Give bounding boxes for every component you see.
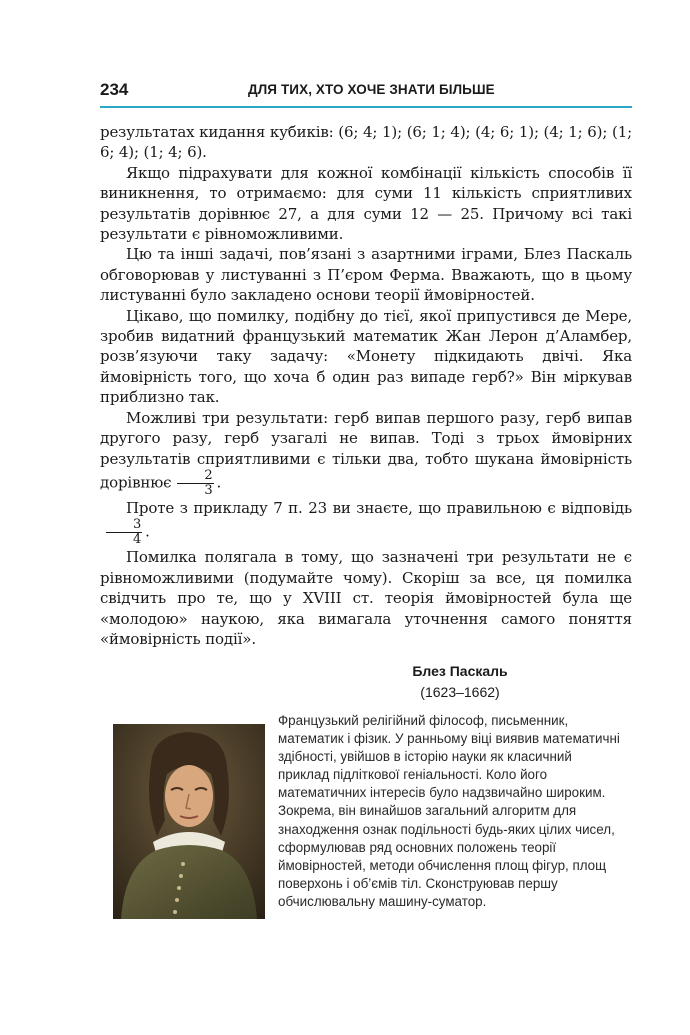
- running-title: ДЛЯ ТИХ, ХТО ХОЧЕ ЗНАТИ БІЛЬШЕ: [248, 82, 495, 97]
- paragraph-7: Помилка полягала в тому, що зазначені три результати не є рівноможливими (подумайте чому). Скоріш за все, ця помилка свідчить про те, що у XVIII ст. теорія ймовірностей була ще «молодою» наукою, яка вимагала уточнення самого поняття «ймовірність події».: [100, 548, 632, 648]
- fraction-three-quarters: [106, 518, 142, 547]
- fraction-two-thirds: [177, 469, 213, 498]
- page-header: [100, 80, 630, 106]
- fraction-denominator: 3: [204, 482, 213, 498]
- biography-text: Французький релігійний філософ, письменник, математик і фізик. У ранньому віці виявив математичні здібності, увійшов в історію науки як класичний приклад підліткової геніальності. Коло його математичних інтересів було надзвичайно широким. Зокрема, він винайшов загальний алгоритм для знаходження ознак подільності будь-яких цілих чисел, сформулював ряд основних положень теорії ймовірностей, методи обчислення площ фігур, площ поверхонь і об’ємів тіл. Сконструював першу обчислювальну машину-суматор.: [278, 713, 620, 909]
- fraction-numerator: 2: [177, 469, 213, 484]
- paragraph-2: Якщо підрахувати для кожної комбінації кількість способів її виникнення, то отримаємо: для суми 11 кількість сприятливих результатів дорівнює 27, а для суми 12 — 25. Причому всі такі результати є рівноможливими.: [100, 163, 632, 244]
- paragraph-4: Цікаво, що помилку, подібну до тієї, якої припустився де Мере, зробив видатний французький математик Жан Лерон д’Аламбер, розв’язуючи таку задачу: «Монету підкидають двічі. Яка ймовірність того, що хоча б один раз випаде герб?» Він міркував приблизно так.: [100, 306, 632, 407]
- biography-years: (1623–1662): [420, 684, 500, 700]
- paragraph-5-text: Можливі три результати: герб випав першого разу, герб випав другого разу, герб узагалі не випав. Тоді з трьох ймовірних результатів сприятливими є тільки два, тобто шукана ймовірність дорівнює: [100, 408, 632, 492]
- paragraph-5: [100, 408, 632, 498]
- fraction-numerator: 3: [106, 518, 142, 533]
- paragraph-6: [100, 498, 632, 547]
- paragraph-3: Цю та інші задачі, пов’язані з азартними іграми, Блез Паскаль обговорював у листуванні з П’єром Ферма. Вважають, що в цьому листуванні було закладено основи теорії ймовірностей.: [100, 245, 632, 305]
- paragraph-6-end: .: [145, 522, 150, 541]
- fraction-denominator: 4: [133, 532, 142, 548]
- main-text: [100, 122, 632, 649]
- paragraph-1: результатах кидання кубиків: (6; 4; 1); (6; 1; 4); (4; 6; 1); (4; 1; 6); (1; 6; 4); (1; 4; 6).: [100, 123, 632, 162]
- pascal-portrait: [113, 724, 265, 919]
- header-divider: [100, 106, 632, 108]
- page-number: 234: [100, 80, 129, 99]
- biography-name: Блез Паскаль: [412, 663, 508, 679]
- paragraph-6-text: Проте з прикладу 7 п. 23 ви знаєте, що правильною є відповідь: [126, 498, 632, 517]
- paragraph-5-end: .: [216, 473, 222, 492]
